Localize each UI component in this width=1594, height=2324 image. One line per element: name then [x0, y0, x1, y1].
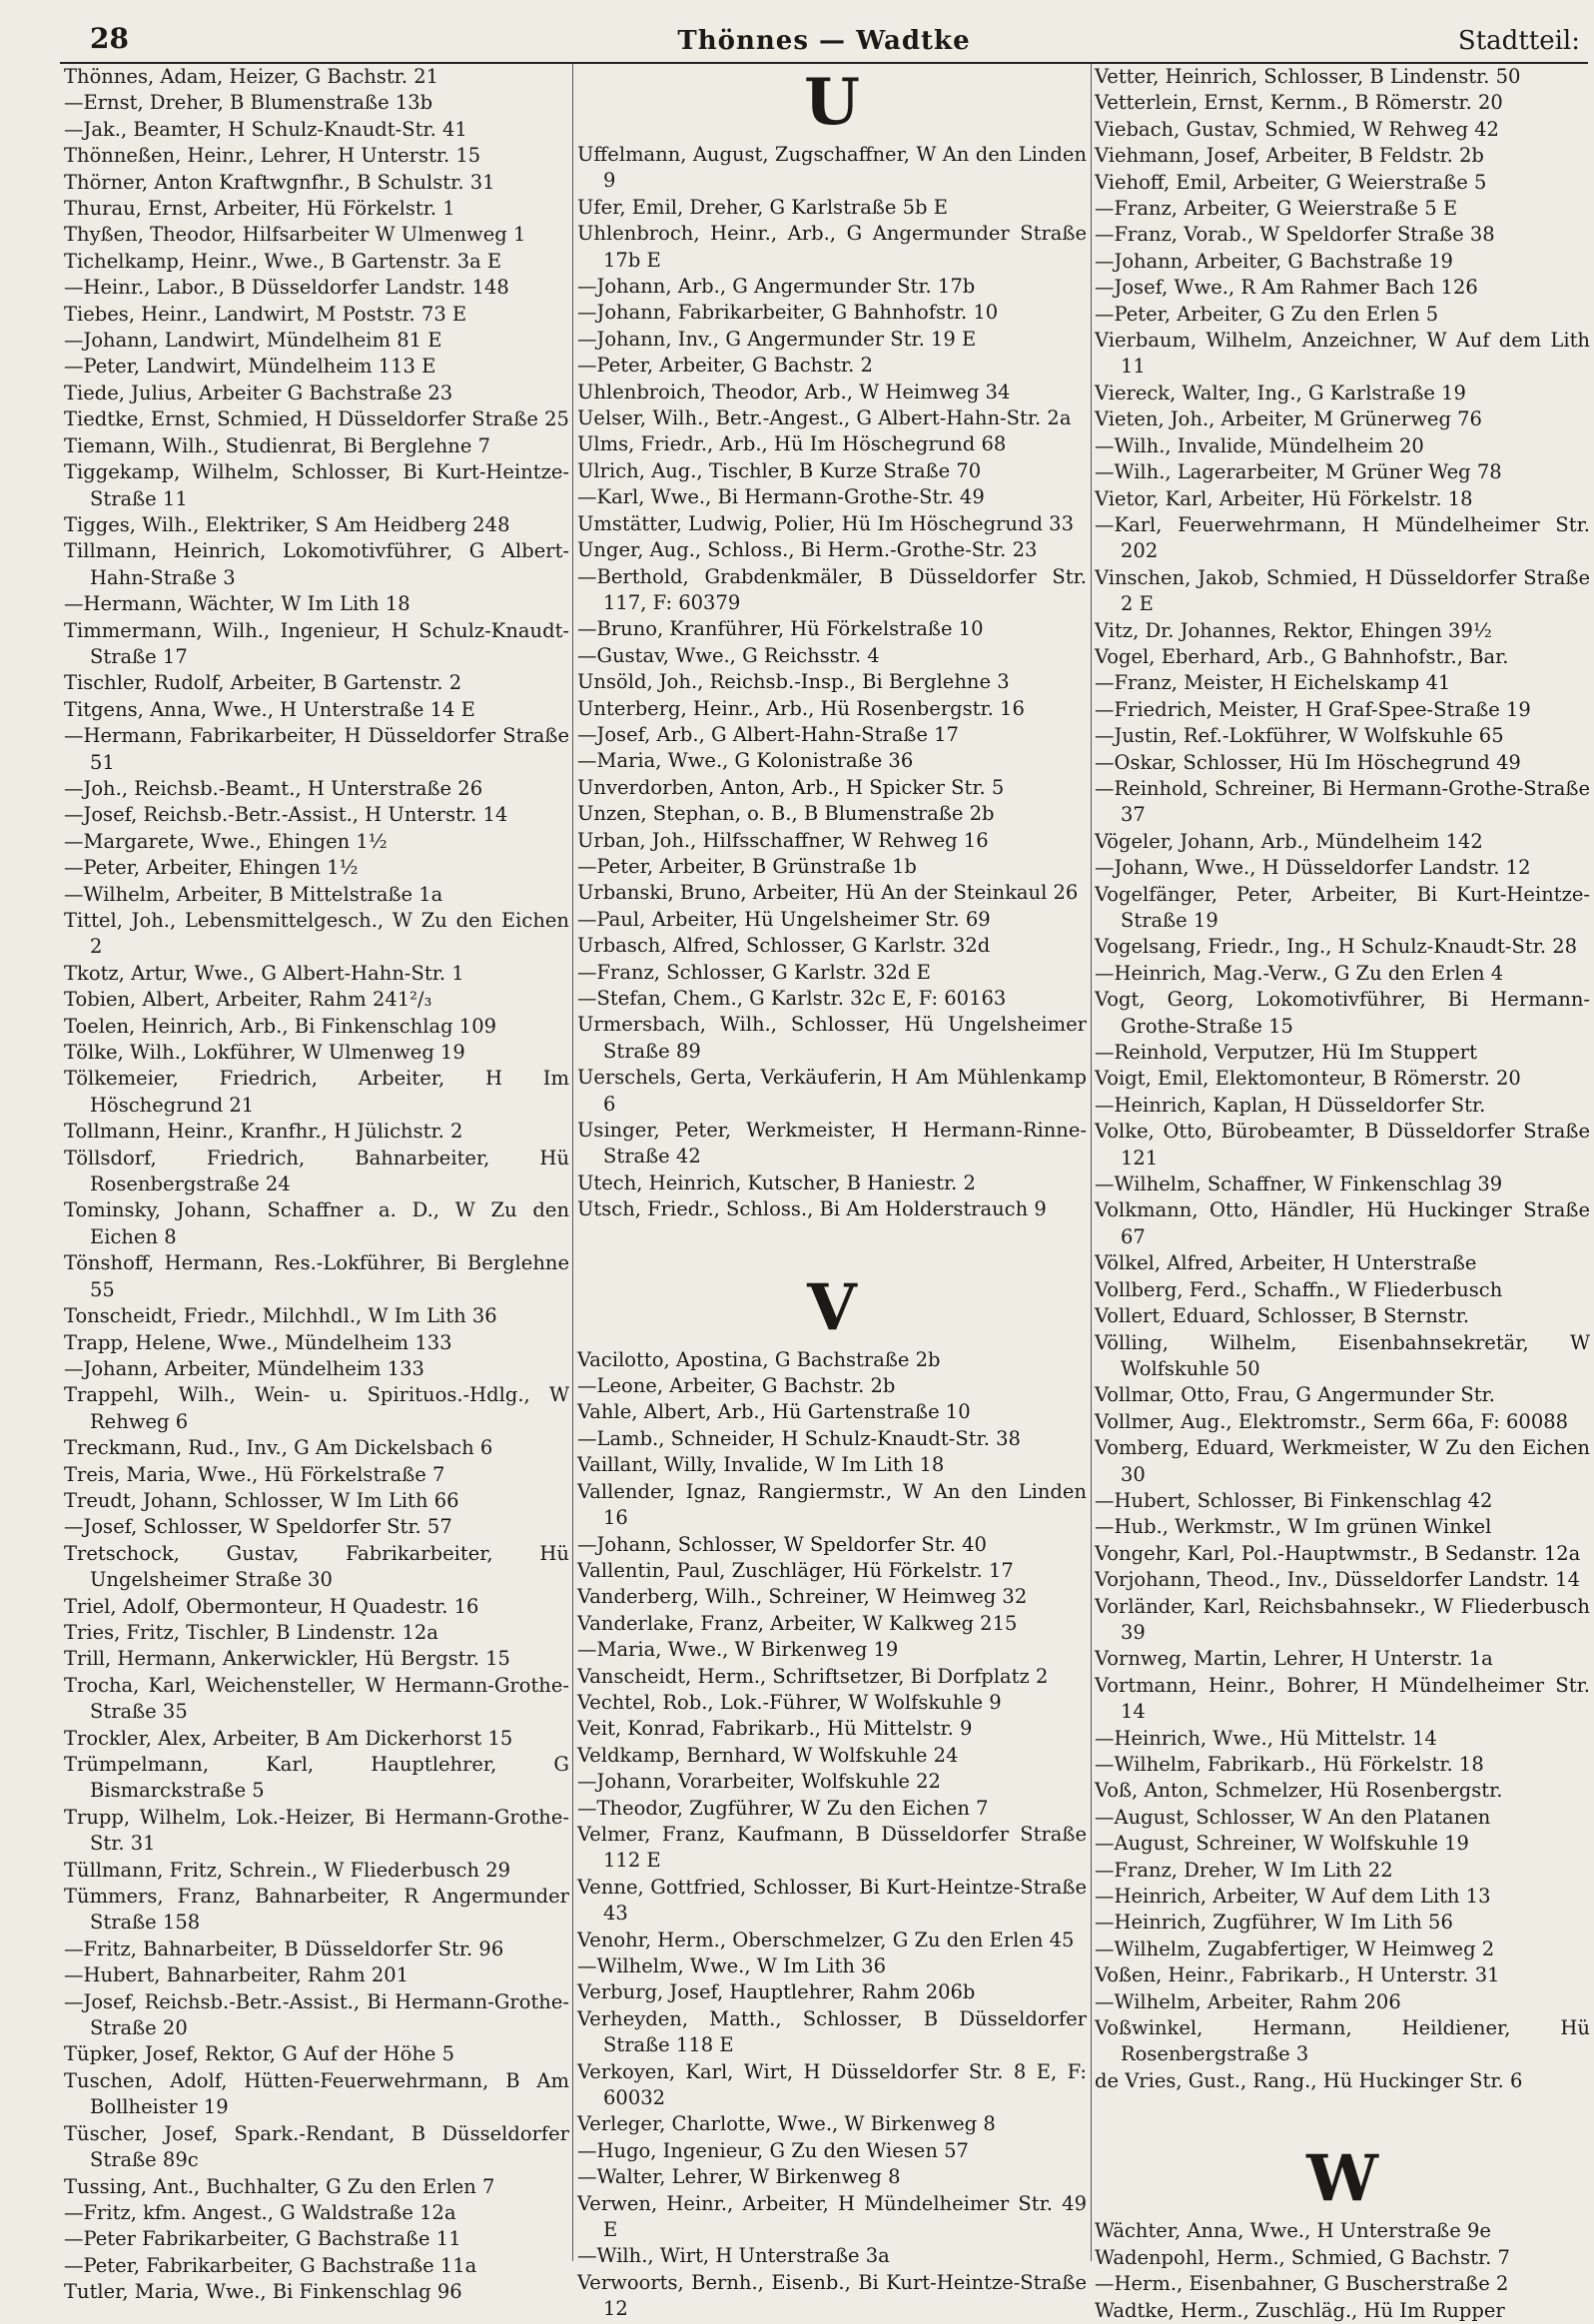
- directory-entry: Wadenpohl, Herm., Schmied, G Bachstr. 7: [1095, 2245, 1510, 2269]
- directory-entry: Verleger, Charlotte, Wwe., W Birkenweg 8: [577, 2112, 996, 2136]
- directory-entry: —Johann, Arbeiter, Mündelheim 133: [64, 1356, 424, 1380]
- directory-entry: Tönshoff, Hermann, Res.-Lokführer, Bi Berglehne 55: [64, 1251, 569, 1301]
- directory-entry: Vorjohann, Theod., Inv., Düsseldorfer Landstr. 14: [1095, 1568, 1580, 1592]
- directory-entry: —Theodor, Zugführer, W Zu den Eichen 7: [577, 1796, 989, 1820]
- directory-entry: Tümmers, Franz, Bahnarbeiter, R Angermunder Straße 158: [64, 1885, 569, 1935]
- directory-entry: —Berthold, Grabdenkmäler, B Düsseldorfer Str. 117, F: 60379: [577, 564, 1087, 614]
- directory-entry: —Peter, Fabrikarbeiter, G Bachstraße 11a: [64, 2253, 477, 2277]
- page-number: 28: [90, 22, 129, 55]
- directory-entry: Tuschen, Adolf, Hütten-Feuerwehrmann, B Am Bollheister 19: [64, 2068, 569, 2119]
- directory-entry: Trümpelmann, Karl, Hauptlehrer, G Bismarckstraße 5: [64, 1753, 569, 1803]
- directory-entry: Vahle, Albert, Arb., Hü Gartenstraße 10: [577, 1400, 971, 1424]
- directory-entry: —Hermann, Wächter, W Im Lith 18: [64, 592, 410, 616]
- directory-entry: —Reinhold, Verputzer, Hü Im Stuppert: [1095, 1041, 1477, 1065]
- directory-entry: Timmermann, Wilh., Ingenieur, H Schulz-Knaudt-Straße 17: [64, 618, 569, 668]
- directory-entry: —Wilhelm, Fabrikarb., Hü Förkelstr. 18: [1095, 1753, 1484, 1776]
- directory-entry: —Herm., Eisenbahner, G Buscherstraße 2: [1095, 2272, 1509, 2296]
- directory-entry: Urmersbach, Wilh., Schlosser, Hü Ungelsheimer Straße 89: [577, 1013, 1087, 1063]
- directory-entry: —Johann, Wwe., H Düsseldorfer Landstr. 12: [1095, 856, 1531, 880]
- directory-entry: Vanderlake, Franz, Arbeiter, W Kalkweg 215: [577, 1611, 1018, 1635]
- directory-entry: Trapp, Helene, Wwe., Mündelheim 133: [64, 1330, 452, 1354]
- directory-entry: —Fritz, kfm. Angest., G Waldstraße 12a: [64, 2200, 456, 2224]
- directory-entry: Trockler, Alex, Arbeiter, B Am Dickerhorst 15: [64, 1726, 513, 1750]
- directory-entry: —Ernst, Dreher, B Blumenstraße 13b: [64, 91, 433, 115]
- directory-entry: Usinger, Peter, Werkmeister, H Hermann-Rinne-Straße 42: [577, 1119, 1087, 1168]
- directory-entry: Vollmar, Otto, Frau, G Angermunder Str.: [1095, 1383, 1495, 1407]
- directory-entry: Voßwinkel, Hermann, Heildiener, Hü Rosenbergstraße 3: [1095, 2016, 1590, 2066]
- section-v-entries: [577, 1347, 1087, 2323]
- directory-entry: —Wilhelm, Arbeiter, B Mittelstraße 1a: [64, 882, 443, 906]
- directory-entry: —Johann, Arbeiter, G Bachstraße 19: [1095, 249, 1453, 273]
- directory-entry: —Justin, Ref.-Lokführer, W Wolfskuhle 65: [1095, 724, 1504, 748]
- directory-entry: —Johann, Schlosser, W Speldorfer Str. 40: [577, 1532, 987, 1556]
- directory-entry: —Johann, Landwirt, Mündelheim 81 E: [64, 329, 442, 353]
- directory-entry: Urban, Joh., Hilfsschaffner, W Rehweg 16: [577, 828, 989, 852]
- directory-entry: Tischler, Rudolf, Arbeiter, B Gartenstr. 2: [64, 671, 462, 695]
- directory-entry: Veit, Konrad, Fabrikarb., Hü Mittelstr. 9: [577, 1717, 973, 1741]
- directory-entry: Tussing, Ant., Buchhalter, G Zu den Erlen 7: [64, 2174, 495, 2198]
- column-right: [1095, 64, 1590, 2322]
- directory-entry: Völling, Wilhelm, Eisenbahnsekretär, W Wolfskuhle 50: [1095, 1330, 1590, 1380]
- directory-entry: Unzen, Stephan, o. B., B Blumenstraße 2b: [577, 802, 995, 826]
- directory-entry: Velmer, Franz, Kaufmann, B Düsseldorfer Straße 112 E: [577, 1822, 1087, 1873]
- directory-entry: Viehmann, Josef, Arbeiter, B Feldstr. 2b: [1095, 144, 1484, 168]
- directory-entry: —Paul, Arbeiter, Hü Ungelsheimer Str. 69: [577, 907, 991, 931]
- directory-entry: Wächter, Anna, Wwe., H Unterstraße 9e: [1095, 2219, 1491, 2243]
- directory-entry: —Reinhold, Schreiner, Bi Hermann-Grothe-Straße 37: [1095, 776, 1590, 827]
- directory-entry: Viereck, Walter, Ing., G Karlstraße 19: [1095, 381, 1466, 404]
- directory-entry: Vongehr, Karl, Pol.-Hauptwmstr., B Sedanstr. 12a: [1095, 1541, 1581, 1565]
- directory-entry: —Johann, Arb., G Angermunder Str. 17b: [577, 275, 976, 299]
- directory-entry: —August, Schreiner, W Wolfskuhle 19: [1095, 1832, 1469, 1856]
- directory-entry: Vortmann, Heinr., Bohrer, H Mündelheimer Str. 14: [1095, 1673, 1590, 1724]
- directory-entry: —Wilhelm, Schaffner, W Finkenschlag 39: [1095, 1172, 1503, 1196]
- directory-entry: —Franz, Vorab., W Speldorfer Straße 38: [1095, 223, 1495, 247]
- directory-entry: Tiebes, Heinr., Landwirt, M Poststr. 73 E: [64, 302, 467, 326]
- directory-entry: —Gustav, Wwe., G Reichsstr. 4: [577, 643, 880, 667]
- section-gap: [577, 1223, 1087, 1269]
- directory-entry: Treis, Maria, Wwe., Hü Förkelstraße 7: [64, 1462, 445, 1486]
- section-letter-v: V: [807, 1269, 857, 1345]
- directory-entry: —Stefan, Chem., G Karlstr. 32c E, F: 60163: [577, 987, 1007, 1010]
- directory-entry: —Karl, Wwe., Bi Hermann-Grothe-Str. 49: [577, 485, 985, 509]
- directory-entry: —Oskar, Schlosser, Hü Im Höschegrund 49: [1095, 750, 1521, 774]
- directory-entry: Tüscher, Josef, Spark.-Rendant, B Düsseldorfer Straße 89c: [64, 2121, 569, 2172]
- directory-entry: Treckmann, Rud., Inv., G Am Dickelsbach 6: [64, 1436, 493, 1460]
- district-label: Stadtteil:: [1457, 26, 1580, 56]
- directory-entry: Unverdorben, Anton, Arb., H Spicker Str. 5: [577, 775, 1005, 799]
- directory-entry: Thurau, Ernst, Arbeiter, Hü Förkelstr. 1: [64, 197, 455, 221]
- directory-entry: Volke, Otto, Bürobeamter, B Düsseldorfer Straße 121: [1095, 1120, 1590, 1169]
- directory-entry: Utsch, Friedr., Schloss., Bi Am Holderstrauch 9: [577, 1197, 1047, 1221]
- directory-entry: Wadtke, Herm., Zuschläg., Hü Im Rupper: [1095, 2298, 1505, 2322]
- directory-entry: —Peter, Arbeiter, G Bachstr. 2: [577, 354, 873, 378]
- directory-entry: —Wilhelm, Arbeiter, Rahm 206: [1095, 1989, 1401, 2013]
- directory-entry: —Peter, Arbeiter, G Zu den Erlen 5: [1095, 302, 1439, 326]
- directory-entry: Ufer, Emil, Dreher, G Karlstraße 5b E: [577, 195, 948, 219]
- directory-entry: Uffelmann, August, Zugschaffner, W An den Linden 9: [577, 143, 1087, 193]
- directory-entry: —August, Schlosser, W An den Platanen: [1095, 1805, 1491, 1829]
- directory-entry: —Wilh., Invalide, Mündelheim 20: [1095, 433, 1424, 457]
- column-divider: [572, 64, 573, 2261]
- directory-entry: Vacilotto, Apostina, G Bachstraße 2b: [577, 1347, 941, 1371]
- directory-entry: —Johann, Inv., G Angermunder Str. 19 E: [577, 327, 977, 351]
- directory-entry: Vögeler, Johann, Arb., Mündelheim 142: [1095, 829, 1483, 853]
- page-title: Thönnes — Wadtke: [677, 26, 971, 56]
- directory-entry: Vierbaum, Wilhelm, Anzeichner, W Auf dem Lith 11: [1095, 329, 1590, 379]
- directory-entry: Viehoff, Emil, Arbeiter, G Weierstraße 5: [1095, 170, 1487, 194]
- directory-entry: de Vries, Gust., Rang., Hü Huckinger Str. 6: [1095, 2068, 1523, 2092]
- section-letter-w: W: [1306, 2141, 1378, 2217]
- directory-entry: Tüllmann, Fritz, Schrein., W Fliederbusch 29: [64, 1858, 511, 1882]
- directory-entry: —Franz, Dreher, W Im Lith 22: [1095, 1858, 1393, 1882]
- directory-entry: Vanderberg, Wilh., Schreiner, W Heimweg 32: [577, 1585, 1028, 1609]
- directory-entry: —Josef, Schlosser, W Speldorfer Str. 57: [64, 1515, 452, 1539]
- directory-entry: —Wilh., Lagerarbeiter, M Grüner Weg 78: [1095, 460, 1502, 484]
- directory-entry: —Jak., Beamter, H Schulz-Knaudt-Str. 41: [64, 117, 467, 141]
- directory-entry: —Peter Fabrikarbeiter, G Bachstraße 11: [64, 2227, 461, 2251]
- directory-entry: —Wilh., Wirt, H Unterstraße 3a: [577, 2244, 890, 2268]
- directory-entry: —Peter, Landwirt, Mündelheim 113 E: [64, 355, 436, 379]
- directory-entry: Uerschels, Gerta, Verkäuferin, H Am Mühlenkamp 6: [577, 1066, 1087, 1116]
- directory-entry: Uelser, Wilh., Betr.-Angest., G Albert-Hahn-Str. 2a: [577, 406, 1072, 430]
- directory-entry: Unsöld, Joh., Reichsb.-Insp., Bi Berglehne 3: [577, 670, 1010, 694]
- directory-entry: Tiggekamp, Wilhelm, Schlosser, Bi Kurt-Heintze-Straße 11: [64, 460, 569, 510]
- directory-entry: Vetterlein, Ernst, Kernm., B Römerstr. 20: [1095, 91, 1503, 115]
- directory-entry: —Karl, Feuerwehrmann, H Mündelheimer Str. 202: [1095, 512, 1590, 563]
- directory-entry: Thörner, Anton Kraftwgnfhr., B Schulstr. 31: [64, 170, 495, 194]
- directory-entry: —Josef, Reichsb.-Betr.-Assist., Bi Hermann-Grothe-Straße 20: [64, 1989, 569, 2040]
- directory-entry: Triel, Adolf, Obermonteur, H Quadestr. 16: [64, 1594, 479, 1618]
- directory-entry: —Franz, Meister, H Eichelskamp 41: [1095, 671, 1451, 695]
- directory-entry: —Johann, Fabrikarbeiter, G Bahnhofstr. 10: [577, 301, 999, 325]
- directory-entry: Unger, Aug., Schloss., Bi Herm.-Grothe-Str. 23: [577, 538, 1038, 562]
- directory-entry: —Heinrich, Kaplan, H Düsseldorfer Str.: [1095, 1093, 1486, 1117]
- directory-entry: —Joh., Reichsb.-Beamt., H Unterstraße 26: [64, 776, 483, 800]
- directory-entry: —Maria, Wwe., W Birkenweg 19: [577, 1638, 899, 1662]
- directory-entry: Tiedtke, Ernst, Schmied, H Düsseldorfer Straße 25: [64, 407, 569, 431]
- directory-entry: Umstätter, Ludwig, Polier, Hü Im Höschegrund 33: [577, 511, 1074, 535]
- directory-entry: Titgens, Anna, Wwe., H Unterstraße 14 E: [64, 697, 475, 721]
- directory-entry: Tölke, Wilh., Lokführer, W Ulmenweg 19: [64, 1041, 465, 1065]
- directory-entry: Unterberg, Heinr., Arb., Hü Rosenbergstr. 16: [577, 696, 1025, 720]
- directory-entry: Tries, Fritz, Tischler, B Lindenstr. 12a: [64, 1620, 438, 1644]
- directory-entry: Voigt, Emil, Elektomonteur, B Römerstr. 20: [1095, 1067, 1521, 1091]
- directory-entry: Toelen, Heinrich, Arb., Bi Finkenschlag 109: [64, 1014, 497, 1038]
- directory-entry: Uhlenbroich, Theodor, Arb., W Heimweg 34: [577, 380, 1011, 403]
- directory-entry: Tkotz, Artur, Wwe., G Albert-Hahn-Str. 1: [64, 961, 464, 985]
- directory-entry: Tillmann, Heinrich, Lokomotivführer, G Albert-Hahn-Straße 3: [64, 539, 569, 589]
- directory-entry: —Wilhelm, Zugabfertiger, W Heimweg 2: [1095, 1937, 1495, 1960]
- directory-entry: —Heinrich, Zugführer, W Im Lith 56: [1095, 1911, 1453, 1935]
- directory-entry: Urbasch, Alfred, Schlosser, G Karlstr. 32d: [577, 934, 991, 958]
- directory-entry: Veldkamp, Bernhard, W Wolfskuhle 24: [577, 1743, 959, 1767]
- directory-entry: Vanscheidt, Herm., Schriftsetzer, Bi Dorfplatz 2: [577, 1664, 1049, 1688]
- directory-entry: —Franz, Schlosser, G Karlstr. 32d E: [577, 960, 931, 984]
- directory-entry: Tigges, Wilh., Elektriker, S Am Heidberg 248: [64, 512, 510, 536]
- directory-entry: Vechtel, Rob., Lok.-Führer, W Wolfskuhle 9: [577, 1690, 1002, 1714]
- directory-entry: —Hubert, Schlosser, Bi Finkenschlag 42: [1095, 1488, 1493, 1512]
- directory-entry: Vetter, Heinrich, Schlosser, B Lindenstr. 50: [1095, 65, 1521, 88]
- directory-entry: —Heinrich, Arbeiter, W Auf dem Lith 13: [1095, 1885, 1491, 1909]
- directory-entry: Verkoyen, Karl, Wirt, H Düsseldorfer Str. 8 E, F: 60032: [577, 2059, 1087, 2110]
- directory-entry: Vieten, Joh., Arbeiter, M Grünerweg 76: [1095, 407, 1482, 431]
- column-divider: [1091, 64, 1092, 2261]
- directory-entry: Utech, Heinrich, Kutscher, B Haniestr. 2: [577, 1170, 976, 1194]
- directory-entry: Ulms, Friedr., Arb., Hü Im Höschegrund 68: [577, 432, 1007, 456]
- directory-entry: Vinschen, Jakob, Schmied, H Düsseldorfer Straße 2 E: [1095, 565, 1590, 616]
- directory-entry: Treudt, Johann, Schlosser, W Im Lith 66: [64, 1488, 459, 1512]
- directory-entry: Tölkemeier, Friedrich, Arbeiter, H Im Höschegrund 21: [64, 1067, 569, 1117]
- directory-entry: Venne, Gottfried, Schlosser, Bi Kurt-Heintze-Straße 43: [577, 1875, 1087, 1926]
- directory-entry: Verheyden, Matth., Schlosser, B Düsseldorfer Straße 118 E: [577, 2006, 1087, 2057]
- directory-entry: Tominsky, Johann, Schaffner a. D., W Zu den Eichen 8: [64, 1198, 569, 1248]
- directory-entry: —Walter, Lehrer, W Birkenweg 8: [577, 2165, 901, 2189]
- directory-entry: Vomberg, Eduard, Werkmeister, W Zu den Eichen 30: [1095, 1436, 1590, 1486]
- directory-entry: —Lamb., Schneider, H Schulz-Knaudt-Str. 38: [577, 1426, 1021, 1450]
- column-left: [64, 64, 569, 2304]
- directory-entry: Vietor, Karl, Arbeiter, Hü Förkelstr. 18: [1095, 486, 1473, 510]
- directory-entry: Vallender, Ignaz, Rangiermstr., W An den Linden 16: [577, 1479, 1087, 1530]
- section-letter-u: U: [804, 65, 860, 140]
- directory-entry: —Hub., Werkmstr., W Im grünen Winkel: [1095, 1515, 1492, 1539]
- directory-entry: —Franz, Arbeiter, G Weierstraße 5 E: [1095, 197, 1458, 221]
- directory-entry: Tichelkamp, Heinr., Wwe., B Gartenstr. 3a E: [64, 249, 502, 273]
- section-u-entries: [577, 142, 1087, 1223]
- directory-entry: Trappehl, Wilh., Wein- u. Spirituos.-Hdlg., W Rehweg 6: [64, 1383, 569, 1433]
- section-w-entries: [1095, 2218, 1590, 2324]
- directory-entry: Venohr, Herm., Oberschmelzer, G Zu den Erlen 45: [577, 1928, 1075, 1951]
- directory-entry: Vaillant, Willy, Invalide, W Im Lith 18: [577, 1453, 945, 1477]
- directory-entry: Vornweg, Martin, Lehrer, H Unterstr. 1a: [1095, 1647, 1493, 1671]
- directory-entry: Viebach, Gustav, Schmied, W Rehweg 42: [1095, 117, 1499, 141]
- directory-entry: Thönneßen, Heinr., Lehrer, H Unterstr. 15: [64, 144, 481, 168]
- directory-entry: Vogel, Eberhard, Arb., G Bahnhofstr., Bar.: [1095, 644, 1509, 668]
- directory-entry: —Josef, Reichsb.-Betr.-Assist., H Unterstr. 14: [64, 803, 508, 827]
- directory-entry: Ulrich, Aug., Tischler, B Kurze Straße 70: [577, 458, 982, 482]
- directory-entry: Vorländer, Karl, Reichsbahnsekr., W Fliederbusch 39: [1095, 1594, 1590, 1644]
- directory-entry: Vollert, Eduard, Schlosser, B Sternstr.: [1095, 1304, 1470, 1328]
- directory-entry: Tüpker, Josef, Rektor, G Auf der Höhe 5: [64, 2042, 455, 2066]
- directory-entry: Trill, Hermann, Ankerwickler, Hü Bergstr. 15: [64, 1647, 510, 1671]
- directory-entry: Verburg, Josef, Hauptlehrer, Rahm 206b: [577, 1980, 976, 2004]
- directory-entry: —Josef, Arb., G Albert-Hahn-Straße 17: [577, 722, 959, 746]
- directory-entry: Vallentin, Paul, Zuschläger, Hü Förkelstr. 17: [577, 1558, 1014, 1582]
- section-v-continued-entries: [1095, 64, 1590, 2094]
- directory-entry: Tutler, Maria, Wwe., Bi Finkenschlag 96: [64, 2280, 462, 2304]
- directory-entry: —Heinr., Labor., B Düsseldorfer Landstr. 148: [64, 276, 509, 300]
- directory-entry: —Hugo, Ingenieur, G Zu den Wiesen 57: [577, 2138, 969, 2162]
- directory-entry: Tiemann, Wilh., Studienrat, Bi Berglehne 7: [64, 433, 490, 457]
- directory-entry: Urbanski, Bruno, Arbeiter, Hü An der Steinkaul 26: [577, 881, 1079, 905]
- directory-entry: Vogt, Georg, Lokomotivführer, Bi Hermann-Grothe-Straße 15: [1095, 988, 1590, 1038]
- directory-entry: Tiede, Julius, Arbeiter G Bachstraße 23: [64, 381, 453, 404]
- directory-entry: —Johann, Vorarbeiter, Wolfskuhle 22: [577, 1770, 941, 1794]
- directory-entry: Voß, Anton, Schmelzer, Hü Rosenbergstr.: [1095, 1779, 1503, 1803]
- directory-entry: —Bruno, Kranführer, Hü Förkelstraße 10: [577, 617, 984, 641]
- page-header: [60, 22, 1588, 64]
- directory-entry: Tittel, Joh., Lebensmittelgesch., W Zu den Eichen 2: [64, 909, 569, 959]
- directory-entry: Tollmann, Heinr., Kranfhr., H Jülichstr. 2: [64, 1120, 463, 1144]
- directory-entry: Vollberg, Ferd., Schaffn., W Fliederbusch: [1095, 1277, 1503, 1301]
- directory-entry: Vogelsang, Friedr., Ing., H Schulz-Knaudt-Str. 28: [1095, 935, 1578, 959]
- directory-entry: Tobien, Albert, Arbeiter, Rahm 241²/₃: [64, 988, 432, 1012]
- directory-entry: Vogelfänger, Peter, Arbeiter, Bi Kurt-Heintze-Straße 19: [1095, 882, 1590, 932]
- directory-entry: Verwoorts, Bernh., Eisenb., Bi Kurt-Heintze-Straße 12: [577, 2270, 1087, 2321]
- directory-entry: Verwen, Heinr., Arbeiter, H Mündelheimer Str. 49 E: [577, 2191, 1087, 2242]
- directory-entry: Vitz, Dr. Johannes, Rektor, Ehingen 39½: [1095, 618, 1492, 642]
- directory-entry: Tonscheidt, Friedr., Milchhdl., W Im Lith 36: [64, 1304, 497, 1328]
- directory-entry: —Maria, Wwe., G Kolonistraße 36: [577, 749, 914, 773]
- column-middle: [577, 64, 1087, 2321]
- section-gap: [1095, 2094, 1590, 2140]
- directory-entry: Thönnes, Adam, Heizer, G Bachstr. 21: [64, 65, 439, 88]
- directory-entry: —Leone, Arbeiter, G Bachstr. 2b: [577, 1374, 896, 1398]
- directory-entry: Trupp, Wilhelm, Lok.-Heizer, Bi Hermann-Grothe-Str. 31: [64, 1805, 569, 1856]
- directory-entry: Töllsdorf, Friedrich, Bahnarbeiter, Hü Rosenbergstraße 24: [64, 1146, 569, 1196]
- directory-entry: —Margarete, Wwe., Ehingen 1½: [64, 829, 388, 853]
- directory-entry: —Fritz, Bahnarbeiter, B Düsseldorfer Str. 96: [64, 1937, 504, 1960]
- directory-entry: —Heinrich, Mag.-Verw., G Zu den Erlen 4: [1095, 961, 1504, 985]
- directory-entry: Vollmer, Aug., Elektromstr., Serm 66a, F: 60088: [1095, 1409, 1569, 1433]
- directory-entry: Volkmann, Otto, Händler, Hü Huckinger Straße 67: [1095, 1198, 1590, 1248]
- directory-entry: —Peter, Arbeiter, B Grünstraße 1b: [577, 854, 917, 878]
- directory-entry: Trocha, Karl, Weichensteller, W Hermann-Grothe-Straße 35: [64, 1673, 569, 1724]
- directory-entry: Thyßen, Theodor, Hilfsarbeiter W Ulmenweg 1: [64, 223, 526, 247]
- directory-entry: —Hermann, Fabrikarbeiter, H Düsseldorfer Straße 51: [64, 724, 569, 774]
- directory-entry: —Heinrich, Wwe., Hü Mittelstr. 14: [1095, 1726, 1437, 1750]
- directory-entry: Völkel, Alfred, Arbeiter, H Unterstraße: [1095, 1251, 1477, 1275]
- directory-entry: —Wilhelm, Wwe., W Im Lith 36: [577, 1954, 886, 1977]
- directory-entry: —Hubert, Bahnarbeiter, Rahm 201: [64, 1963, 409, 1987]
- directory-entry: Uhlenbroch, Heinr., Arb., G Angermunder Straße 17b E: [577, 222, 1087, 272]
- directory-entry: —Josef, Wwe., R Am Rahmer Bach 126: [1095, 276, 1478, 300]
- directory-entry: —Friedrich, Meister, H Graf-Spee-Straße 19: [1095, 697, 1531, 721]
- directory-entry: Voßen, Heinr., Fabrikarb., H Unterstr. 31: [1095, 1963, 1500, 1987]
- directory-entry: Tretschock, Gustav, Fabrikarbeiter, Hü Ungelsheimer Straße 30: [64, 1541, 569, 1592]
- directory-entry: —Peter, Arbeiter, Ehingen 1½: [64, 856, 359, 880]
